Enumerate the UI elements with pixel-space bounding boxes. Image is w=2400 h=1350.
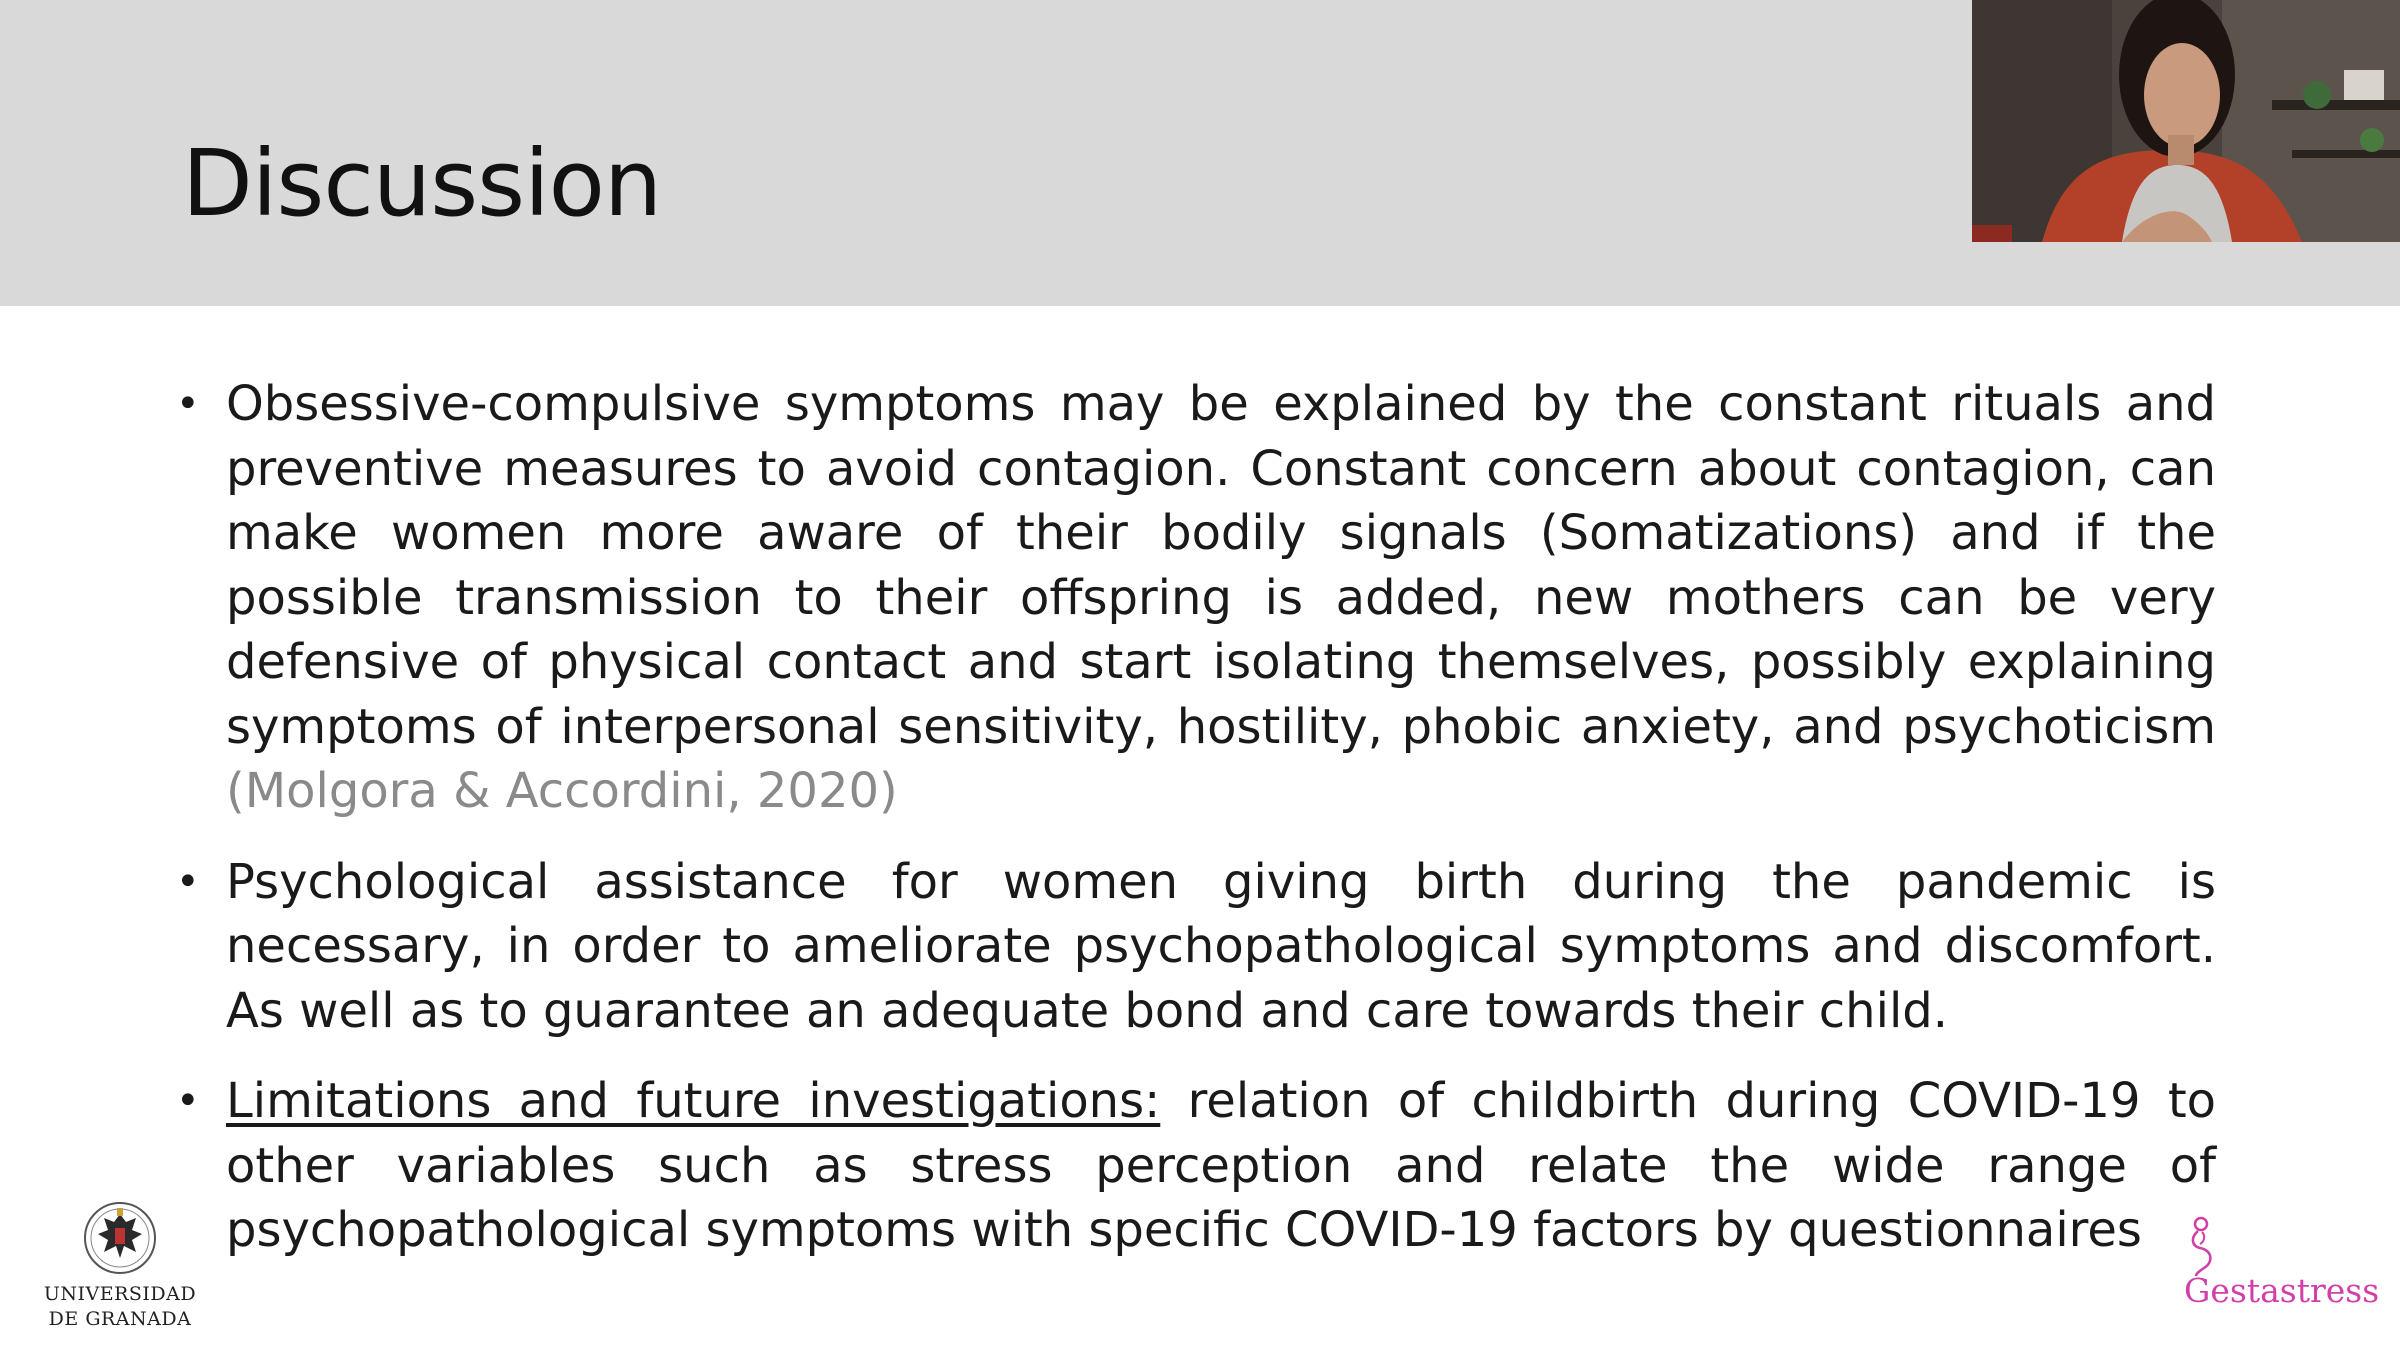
- university-logo: [40, 1200, 200, 1330]
- bullet-text: [226, 1069, 2216, 1263]
- citation: (Molgora & Accordini, 2020): [226, 763, 898, 819]
- bullet-symbol: •: [176, 858, 200, 905]
- bullet-item: [176, 850, 2216, 1044]
- gestastress-logo: [2176, 1216, 2396, 1310]
- bullet-text: Psychological assistance for women giving birth during the pandemic is necessary, in order to ameliorate psychopathological symptoms and discomfort. As well as to guarantee an adequate bond and care towards their child.: [226, 853, 2216, 1039]
- bullet-symbol: •: [176, 381, 200, 427]
- bullet-body: relation of childbirth during COVID-19 to other variables such as stress perception and relate the wide range of psychopathological symptoms with specific COVID-19 factors by questionnaires: [226, 1073, 2217, 1258]
- limitations-heading: Limitations and future investigations:: [226, 1073, 1161, 1129]
- bullet-symbol: •: [176, 1078, 200, 1124]
- university-name-line1: UNIVERSIDAD: [43, 1283, 197, 1305]
- university-name-line2: DE GRANADA: [48, 1308, 192, 1330]
- presenter-webcam: [1972, 0, 2400, 242]
- presenter-video-frame: [1972, 0, 2400, 242]
- bullet-text: [226, 372, 2216, 824]
- pregnant-woman-icon: [2176, 1216, 2226, 1276]
- bullet-item: [176, 372, 2216, 824]
- university-seal-icon: [80, 1200, 160, 1276]
- bullet-item: [176, 1069, 2216, 1263]
- slide-title: Discussion: [182, 130, 662, 237]
- bullet-body: Obsessive-compulsive symptoms may be explained by the constant rituals and preventive measures to avoid contagion. Constant concern about contagion, can make women more aware of their bodily signals (Somatizations) and if the possible transmission to their offspring is added, new mothers can be very defensive of physical contact and start isolating themselves, possibly explaining symptoms of interpersonal sensitivity, hostility, phobic anxiety, and psychoticism: [226, 376, 2216, 755]
- slide-body: [176, 372, 2216, 1289]
- project-name: Gestastress: [2184, 1271, 2380, 1310]
